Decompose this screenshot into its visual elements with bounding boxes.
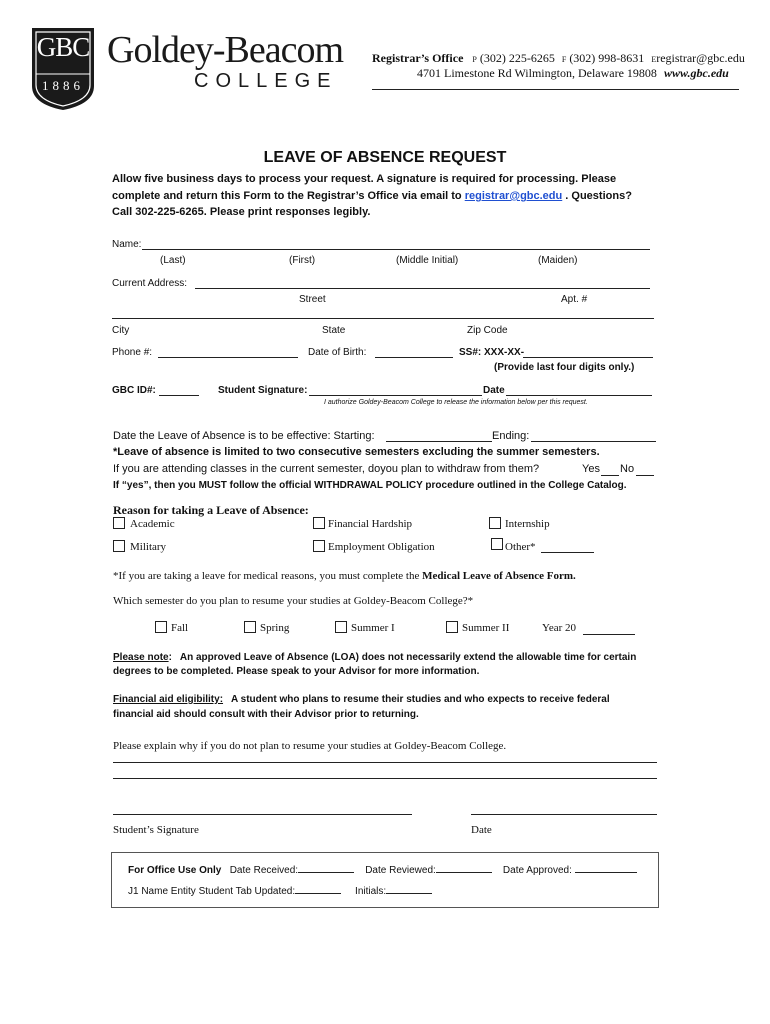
reason-heading: Reason for taking a Leave of Absence: — [113, 503, 309, 517]
please-note-label: Please note — [113, 652, 169, 663]
student-signature-line[interactable] — [113, 814, 412, 815]
email-prefix: E — [651, 55, 657, 64]
resume-year-field[interactable] — [583, 634, 635, 635]
employment-obligation-checkbox[interactable] — [313, 540, 325, 552]
authorize-note: I authorize Goldey-Beacom College to release the information below per this request. — [324, 399, 588, 406]
name-first-caption: (First) — [289, 255, 316, 266]
intro-line-1: Allow five business days to process your request. A signature is required for processing. Please — [112, 173, 617, 185]
student-signature-field[interactable] — [309, 395, 482, 396]
end-date-field[interactable] — [531, 441, 656, 442]
registrar-fax: (302) 998-8631 — [569, 51, 645, 65]
withdraw-yes-field[interactable] — [601, 475, 619, 476]
date-received-label: Date Received: — [229, 865, 299, 876]
summer-1-checkbox[interactable] — [335, 621, 347, 633]
limit-note: *Leave of absence is limited to two consecutive semesters excluding the summer semesters. — [113, 446, 600, 458]
initials-label: Initials: — [355, 886, 387, 897]
college-crest — [30, 26, 96, 112]
j1-label: J1 Name Entity Student Tab Updated: — [128, 886, 296, 897]
summer-2-checkbox[interactable] — [446, 621, 458, 633]
j1-field[interactable] — [295, 884, 341, 894]
summer-2-label: Summer II — [462, 622, 510, 634]
college-website: www.gbc.edu — [663, 66, 729, 80]
resume-question: Which semester do you plan to resume your studies at Goldey-Beacom College?* — [113, 595, 474, 607]
registrar-address-line — [417, 66, 729, 81]
employment-obligation-label: Employment Obligation — [328, 541, 435, 553]
zip-caption: Zip Code — [467, 325, 508, 336]
phone-field[interactable] — [158, 357, 298, 358]
spring-checkbox[interactable] — [244, 621, 256, 633]
please-note-line-2: degrees to be completed. Please speak to your Advisor for more information. — [113, 666, 480, 677]
fax-prefix: F — [561, 55, 567, 64]
financial-hardship-label: Financial Hardship — [328, 518, 413, 530]
fin-aid-label: Financial aid eligibility: — [113, 694, 224, 705]
intro-line-3: Call 302-225-6265. Please print responses legibly. — [112, 206, 371, 218]
other-checkbox[interactable] — [491, 538, 503, 550]
date-approved-label: Date Approved: — [502, 865, 572, 876]
registrar-contact-line — [372, 51, 745, 66]
gbc-id-field[interactable] — [159, 395, 199, 396]
header-divider — [372, 89, 739, 90]
withdraw-no-field[interactable] — [636, 475, 654, 476]
explain-prompt: Please explain why if you do not plan to resume your studies at Goldey-Beacom College. — [113, 740, 507, 752]
spring-label: Spring — [260, 622, 290, 634]
academic-checkbox[interactable] — [113, 517, 125, 529]
phone-prefix: P — [472, 55, 477, 64]
intro-line-2 — [112, 190, 632, 202]
name-last-caption: (Last) — [160, 255, 186, 266]
student-signature-caption: Student’s Signature — [113, 824, 199, 836]
fin-aid-line-2: financial aid should consult with their Advisor prior to returning. — [113, 709, 419, 720]
withdraw-yes-label: Yes — [582, 463, 600, 475]
medical-note — [113, 570, 576, 582]
student-signature-label: Student Signature: — [218, 385, 308, 396]
summer-1-label: Summer I — [351, 622, 395, 634]
name-middle-caption: (Middle Initial) — [396, 255, 459, 266]
dob-label: Date of Birth: — [308, 347, 367, 358]
office-use-box — [111, 852, 659, 908]
withdraw-note: If “yes”, then you MUST follow the official WITHDRAWAL POLICY procedure outlined in the College Catalog. — [113, 480, 627, 491]
financial-hardship-checkbox[interactable] — [313, 517, 325, 529]
office-use-label: For Office Use Only — [128, 865, 222, 876]
withdraw-no-label: No — [620, 463, 635, 475]
internship-checkbox[interactable] — [489, 517, 501, 529]
office-use-row-1 — [128, 863, 637, 876]
name-field[interactable] — [142, 249, 650, 250]
form-title: LEAVE OF ABSENCE REQUEST — [263, 149, 507, 166]
military-label: Military — [130, 541, 167, 553]
academic-label: Academic — [130, 518, 175, 530]
state-caption: State — [322, 325, 346, 336]
military-checkbox[interactable] — [113, 540, 125, 552]
other-field[interactable] — [541, 552, 594, 553]
name-label: Name: — [112, 239, 142, 250]
address-label: Current Address: — [112, 278, 188, 289]
please-note-text: An approved Leave of Absence (LOA) does not necessarily extend the allowable time for certain — [179, 652, 637, 663]
registrar-phone: (302) 225-6265 — [479, 51, 555, 65]
signature-date-label: Date — [483, 385, 505, 396]
fin-aid-line-1 — [113, 694, 610, 705]
city-caption: City — [112, 325, 130, 336]
date-reviewed-label: Date Reviewed: — [365, 865, 436, 876]
office-use-row-2 — [128, 884, 432, 897]
explain-line-1[interactable] — [113, 762, 657, 763]
ssn-field[interactable] — [523, 357, 653, 358]
phone-label: Phone #: — [112, 347, 153, 358]
explain-line-2[interactable] — [113, 778, 657, 779]
date-approved-field[interactable] — [575, 863, 637, 873]
intro-text: complete and return this Form to the Registrar’s Office via email to — [112, 190, 462, 202]
resume-year-label: Year 20 — [542, 622, 577, 634]
ending-label: Ending: — [492, 430, 530, 442]
fall-label: Fall — [171, 622, 189, 634]
internship-label: Internship — [505, 518, 550, 530]
crest-year: 1886 — [42, 78, 84, 93]
start-date-field[interactable] — [386, 441, 492, 442]
crest-letters: GBC — [36, 32, 90, 62]
registrar-email-link[interactable]: registrar@gbc.edu — [464, 190, 563, 202]
withdraw-question: If you are attending classes in the current semester, doyou plan to withdraw from them? — [113, 463, 540, 475]
registrar-email: registrar@gbc.edu — [656, 51, 745, 65]
registrar-office-label: Registrar’s Office — [372, 51, 464, 65]
registrar-address: 4701 Limestone Rd Wilmington, Delaware 19808 — [417, 66, 657, 80]
initials-field[interactable] — [386, 884, 432, 894]
ssn-note: (Provide last four digits only.) — [494, 362, 635, 373]
signature-date-field[interactable] — [506, 395, 652, 396]
college-name: Goldey-Beacom — [107, 29, 344, 71]
medical-note-text: *If you are taking a leave for medical reasons, you must complete the — [113, 570, 420, 582]
street-caption: Street — [299, 294, 326, 305]
dob-field[interactable] — [375, 357, 453, 358]
date-caption: Date — [471, 824, 492, 836]
ssn-label: SS#: XXX-XX- — [459, 347, 525, 358]
date-received-field[interactable] — [298, 863, 354, 873]
address-field[interactable] — [195, 288, 650, 289]
apt-caption: Apt. # — [561, 294, 588, 305]
college-subtitle: COLLEGE — [194, 70, 338, 92]
city-state-zip-field[interactable] — [112, 318, 654, 319]
fin-aid-text: A student who plans to resume their studies and who expects to receive federal — [231, 694, 610, 705]
please-note-line-1: Please note: An approved Leave of Absence (LOA) does not necessarily extend the allowable time for certain — [113, 652, 637, 663]
fall-checkbox[interactable] — [155, 621, 167, 633]
signature-date-line[interactable] — [471, 814, 657, 815]
other-label: Other* — [505, 541, 536, 553]
effective-start-label: Date the Leave of Absence is to be effective: Starting: — [113, 430, 375, 442]
intro-questions: . Questions? — [565, 190, 632, 202]
name-maiden-caption: (Maiden) — [538, 255, 578, 266]
medical-form-name: Medical Leave of Absence Form. — [422, 570, 576, 582]
date-reviewed-field[interactable] — [436, 863, 492, 873]
gbc-id-label: GBC ID#: — [112, 385, 156, 396]
